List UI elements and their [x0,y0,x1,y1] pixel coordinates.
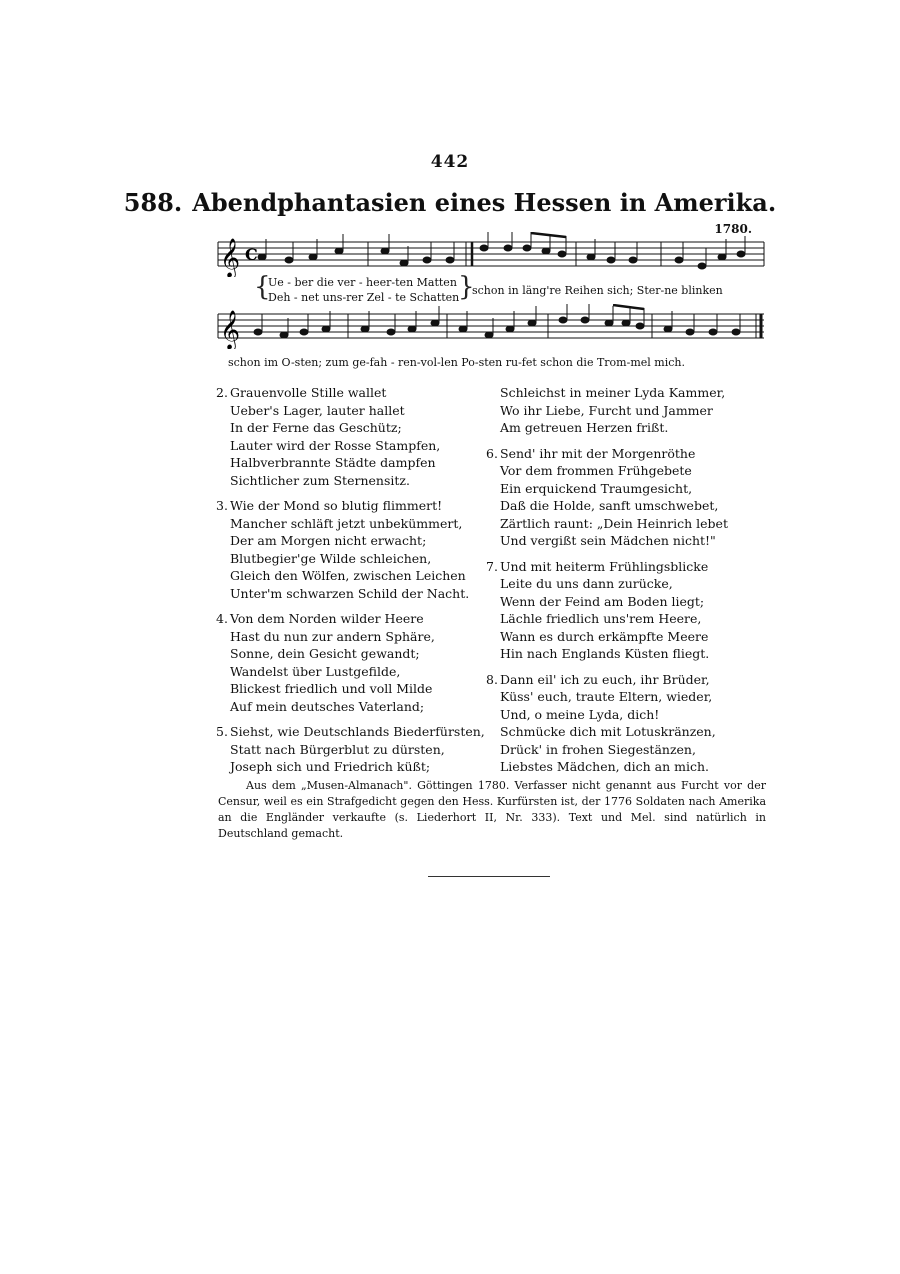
stanza-line [230,550,510,568]
stanza-line [500,515,780,533]
stanza-line [500,384,780,402]
stanza-line [230,402,510,420]
stanza-line-text: Ein erquickend Traumgesicht, [500,480,693,496]
stanza-line [486,671,780,689]
music-staff-1 [0,232,900,277]
stanza [216,610,510,715]
lyrics-line-2: schon im O-sten; zum ge-fah - ren-vol-len Po-sten ru-fet schon die Trom-mel mich. [228,356,685,369]
stanza-line-text: Statt nach Bürgerblut zu dürsten, [230,741,445,757]
stanza-line-text: Dann eil' ich zu euch, ihr Brüder, [500,671,710,687]
stanza-line [230,628,510,646]
footnote: Aus dem „Musen-Almanach". Göttingen 1780. Verfasser nicht genannt aus Furcht vor der Censur, weil es ein Strafgedicht gegen den Hess. Kurfürsten ist, der 1776 Soldaten nach Amerika an die Engländer verkaufte (s. Liederhort II, Nr. 333). Text und Mel. sind natürlich in Deutschland gemacht. [218,779,766,840]
lyrics-brace-right: } [458,272,475,302]
stanza-line-text: Wandelst über Lustgefilde, [230,663,401,679]
stanza-line [500,593,780,611]
stanza-number: 8. [486,671,498,687]
stanza-line [500,741,780,759]
stanza-line [500,628,780,646]
stanza-line-text: Halbverbrannte Städte dampfen [230,455,436,470]
stanza-line [230,532,510,550]
stanza-line [230,663,510,681]
stanza-line-text: Auf mein deutsches Vaterland; [230,698,425,714]
lyrics-verse-1: Ue - ber die ver - heer-ten Matten [268,276,457,289]
stanzas [0,384,900,774]
stanza-line [230,585,510,603]
stanza-line [500,610,780,628]
stanza-line [500,706,780,724]
song-title [0,188,900,217]
stanza-line-text: Von dem Norden wilder Heere [230,611,424,626]
stanza-line [486,445,780,463]
stanza-line [216,497,510,515]
stanza-line-text: Zärtlich raunt: „Dein Heinrich lebet [500,515,728,531]
stanza-line-text: Joseph sich und Friedrich küßt; [230,759,431,774]
stanza-line-text: Wie der Mond so blutig flimmert! [230,498,443,513]
stanza-line-text: Lauter wird der Rosse Stampfen, [230,437,441,453]
stanza-line [230,515,510,533]
stanza-line-text: Grauenvolle Stille wallet [230,385,387,400]
stanza-line-text: Hast du nun zur andern Sphäre, [230,628,435,644]
lyrics-verse-2: Deh - net uns-rer Zel - te Schatten [268,291,460,304]
stanza [216,497,510,602]
stanza-line-text: Wo ihr Liebe, Furcht und Jammer [500,402,713,418]
stanza-number: 3. [216,498,228,513]
stanza-line [500,688,780,706]
stanza-line-text: Hin nach Englands Küsten fliegt. [500,646,710,661]
stanza-number: 2. [216,385,228,400]
stanza-line-text: Küss' euch, traute Eltern, wieder, [500,689,713,704]
stanza-line-text: Und vergißt sein Mädchen nicht!" [500,533,716,548]
stanza-line-text: Mancher schläft jetzt unbekümmert, [230,515,463,531]
stanza-line-text: Und, o meine Lyda, dich! [500,706,660,722]
stanza-line-text: Der am Morgen nicht erwacht; [230,533,427,548]
stanza-line-text: Ueber's Lager, lauter hallet [230,402,405,418]
song-year: 1780. [714,222,752,236]
stanza-line-text: Wenn der Feind am Boden liegt; [500,593,705,609]
music-staff-2 [0,304,900,349]
stanza-line [230,741,510,759]
stanza-line-text: Leite du uns dann zurücke, [500,576,673,591]
stanza-line-text: Unter'm schwarzen Schild der Nacht. [230,585,470,601]
stanza-line [216,723,510,741]
stanza-line-text: Schleichst in meiner Lyda Kammer, [500,385,726,400]
stanza [216,384,510,489]
stanza-line [500,723,780,741]
stanza-line [486,558,780,576]
stanza-line-text: Blickest friedlich und voll Milde [230,681,433,696]
stanza-line [230,758,510,776]
stanza-line-text: Gleich den Wölfen, zwischen Leichen [230,568,466,583]
stanza-line [230,645,510,663]
stanza-line [230,454,510,472]
end-rule [428,876,550,877]
stanza [486,445,780,550]
song-number: 588. [123,188,183,217]
treble-clef-icon: 𝄞 [220,310,241,349]
stanza-line-text: Blutbegier'ge Wilde schleichen, [230,550,432,566]
stanza-number: 5. [216,724,228,739]
stanza [216,723,510,776]
page-number: 442 [430,152,470,172]
stanza [486,671,780,776]
stanza-line [230,419,510,437]
stanza-line-text: Liebstes Mädchen, dich an mich. [500,759,709,774]
stanza-line [230,698,510,716]
common-time-icon: C [245,245,258,264]
stanza-line [500,462,780,480]
stanza-line [500,645,780,663]
stanza [500,384,780,437]
stanza-line [230,680,510,698]
stanza-line-text: Am getreuen Herzen frißt. [500,420,669,435]
stanza-line [500,575,780,593]
stanza-line-text: Drück' in frohen Siegestänzen, [500,741,696,757]
stanza-line [230,567,510,585]
stanza-line [500,532,780,550]
stanza-line-text: Wann es durch erkämpfte Meere [500,628,709,644]
stanza-line [500,402,780,420]
stanza-line-text: Und mit heiterm Frühlingsblicke [500,558,709,574]
stanza-line [230,472,510,490]
stanza-line-text: Daß die Holde, sanft umschwebet, [500,498,719,513]
stanza-line [500,480,780,498]
stanza-line [500,419,780,437]
stanza-line-text: Sonne, dein Gesicht gewandt; [230,646,420,661]
lyrics-brace-left: { [254,272,271,302]
stanza-line-text: Lächle friedlich uns'rem Heere, [500,611,702,626]
song-title-text: Abendphantasien eines Hessen in Amerika. [192,188,777,217]
treble-clef-icon: 𝄞 [220,238,241,277]
stanza [486,558,780,663]
stanza-number: 6. [486,445,498,461]
stanza-number: 4. [216,611,228,626]
stanza-line-text: Vor dem frommen Frühgebete [500,463,692,478]
stanza-line-text: Siehst, wie Deutschlands Biederfürsten, [230,724,485,739]
lyrics-refrain-1: schon in läng're Reihen sich; Ster-ne blinken [472,284,723,297]
stanza-line-text: In der Ferne das Geschütz; [230,420,402,435]
stanza-column-left [216,384,510,784]
stanza-line [500,497,780,515]
stanza-number: 7. [486,558,498,574]
stanza-line [230,437,510,455]
stanza-line-text: Send' ihr mit der Morgenröthe [500,445,696,461]
stanza-line-text: Sichtlicher zum Sternensitz. [230,472,410,488]
stanza-line [216,384,510,402]
stanza-line [216,610,510,628]
stanza-column-right [486,384,780,784]
stanza-line-text: Schmücke dich mit Lotuskränzen, [500,724,716,739]
stanza-line [500,758,780,776]
